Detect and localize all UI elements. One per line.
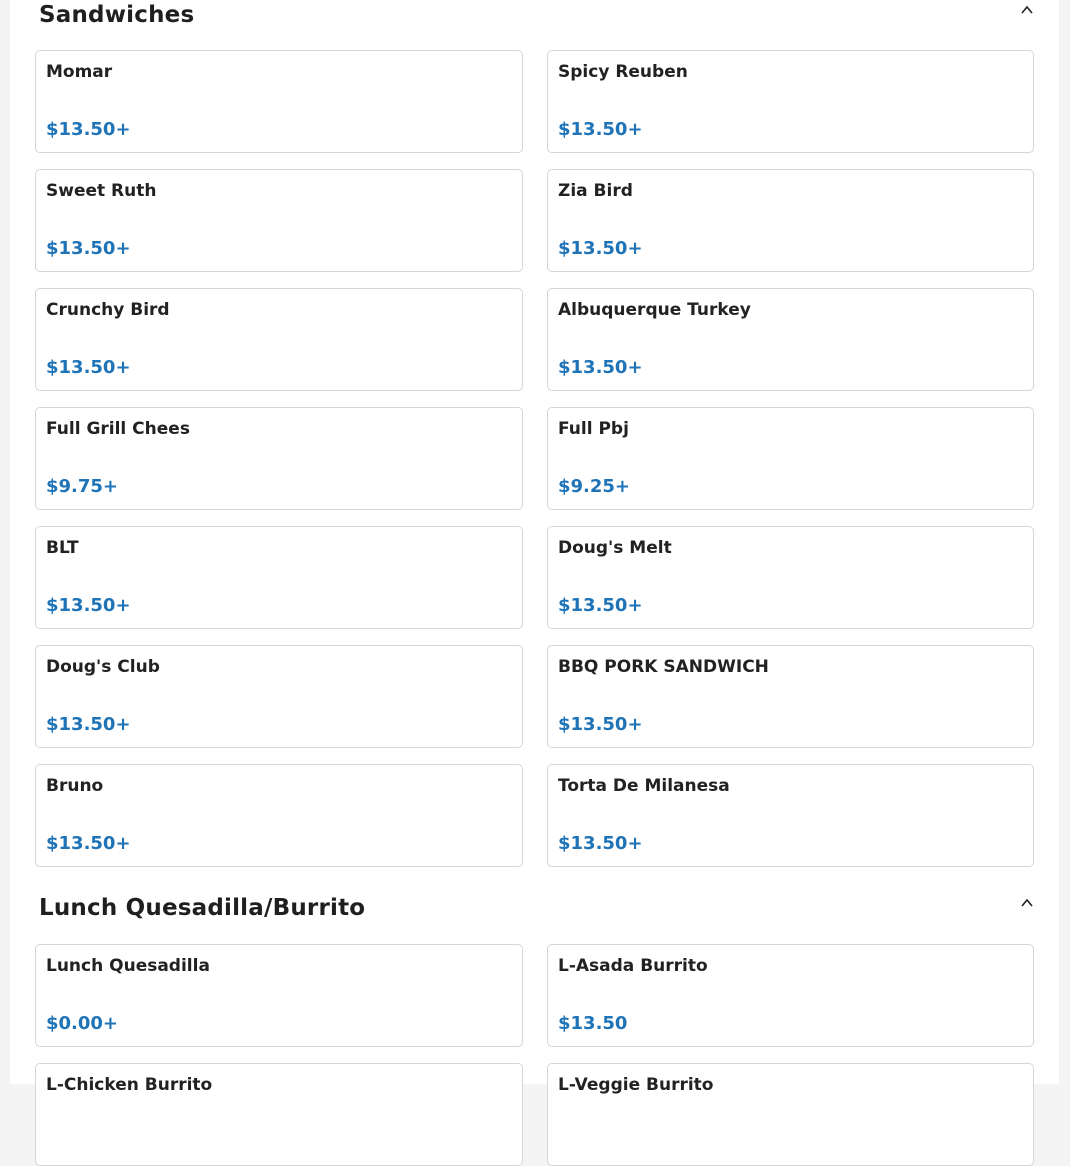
- item-name: BBQ PORK SANDWICH: [558, 657, 769, 677]
- item-name: Doug's Club: [46, 657, 160, 677]
- menu-item-card[interactable]: [547, 645, 1034, 748]
- menu-item-card[interactable]: [547, 50, 1034, 153]
- item-name: Albuquerque Turkey: [558, 300, 751, 320]
- section-title: Lunch Quesadilla/Burrito: [39, 895, 366, 921]
- item-price: $13.50+: [46, 357, 131, 378]
- item-price: $13.50+: [558, 119, 643, 140]
- menu-item-card[interactable]: [547, 1063, 1034, 1166]
- item-price: $13.50+: [46, 595, 131, 616]
- lunch-grid: [35, 944, 1034, 1166]
- menu-item-card[interactable]: [35, 407, 523, 510]
- item-name: Momar: [46, 62, 113, 82]
- item-name: Sweet Ruth: [46, 181, 157, 201]
- item-price: $13.50+: [46, 119, 131, 140]
- menu-item-card[interactable]: [547, 288, 1034, 391]
- menu-item-card[interactable]: [547, 169, 1034, 272]
- item-name: L-Asada Burrito: [558, 956, 708, 976]
- menu-item-card[interactable]: [35, 944, 523, 1047]
- item-price: $9.25+: [558, 476, 631, 497]
- menu-item-card[interactable]: [35, 50, 523, 153]
- chevron-up-icon[interactable]: [1019, 2, 1035, 18]
- menu-item-card[interactable]: [35, 288, 523, 391]
- item-name: L-Chicken Burrito: [46, 1075, 213, 1095]
- item-name: Bruno: [46, 776, 104, 796]
- item-price: $9.75+: [46, 476, 119, 497]
- item-price: $0.00+: [46, 1013, 119, 1034]
- section-header-sandwiches[interactable]: [39, 2, 1035, 38]
- menu-item-card[interactable]: [547, 526, 1034, 629]
- item-price: $13.50+: [558, 238, 643, 259]
- chevron-up-icon[interactable]: [1019, 895, 1035, 911]
- item-name: Torta De Milanesa: [558, 776, 730, 796]
- menu-item-card[interactable]: [35, 526, 523, 629]
- item-price: $13.50+: [46, 714, 131, 735]
- item-price: $13.50+: [46, 833, 131, 854]
- item-name: Doug's Melt: [558, 538, 672, 558]
- menu-item-card[interactable]: [35, 1063, 523, 1166]
- item-name: BLT: [46, 538, 79, 558]
- menu-item-card[interactable]: [35, 764, 523, 867]
- item-price: $13.50+: [558, 714, 643, 735]
- menu-panel: [10, 0, 1059, 1095]
- menu-item-card[interactable]: [547, 764, 1034, 867]
- item-name: L-Veggie Burrito: [558, 1075, 714, 1095]
- menu-item-card[interactable]: [547, 944, 1034, 1047]
- item-name: Full Grill Chees: [46, 419, 190, 439]
- item-name: Crunchy Bird: [46, 300, 170, 320]
- item-name: Full Pbj: [558, 419, 629, 439]
- item-price: $13.50+: [558, 357, 643, 378]
- item-price: $13.50+: [46, 238, 131, 259]
- menu-item-card[interactable]: [547, 407, 1034, 510]
- item-price: $13.50+: [558, 833, 643, 854]
- menu-item-card[interactable]: [35, 645, 523, 748]
- item-name: Lunch Quesadilla: [46, 956, 210, 976]
- item-price: $13.50: [558, 1013, 628, 1034]
- item-price: $13.50+: [558, 595, 643, 616]
- menu-item-card[interactable]: [35, 169, 523, 272]
- section-header-lunch-quesadilla-burrito[interactable]: [39, 895, 1035, 931]
- item-name: Spicy Reuben: [558, 62, 688, 82]
- item-name: Zia Bird: [558, 181, 633, 201]
- sandwiches-grid: [35, 50, 1034, 867]
- section-title: Sandwiches: [39, 2, 195, 28]
